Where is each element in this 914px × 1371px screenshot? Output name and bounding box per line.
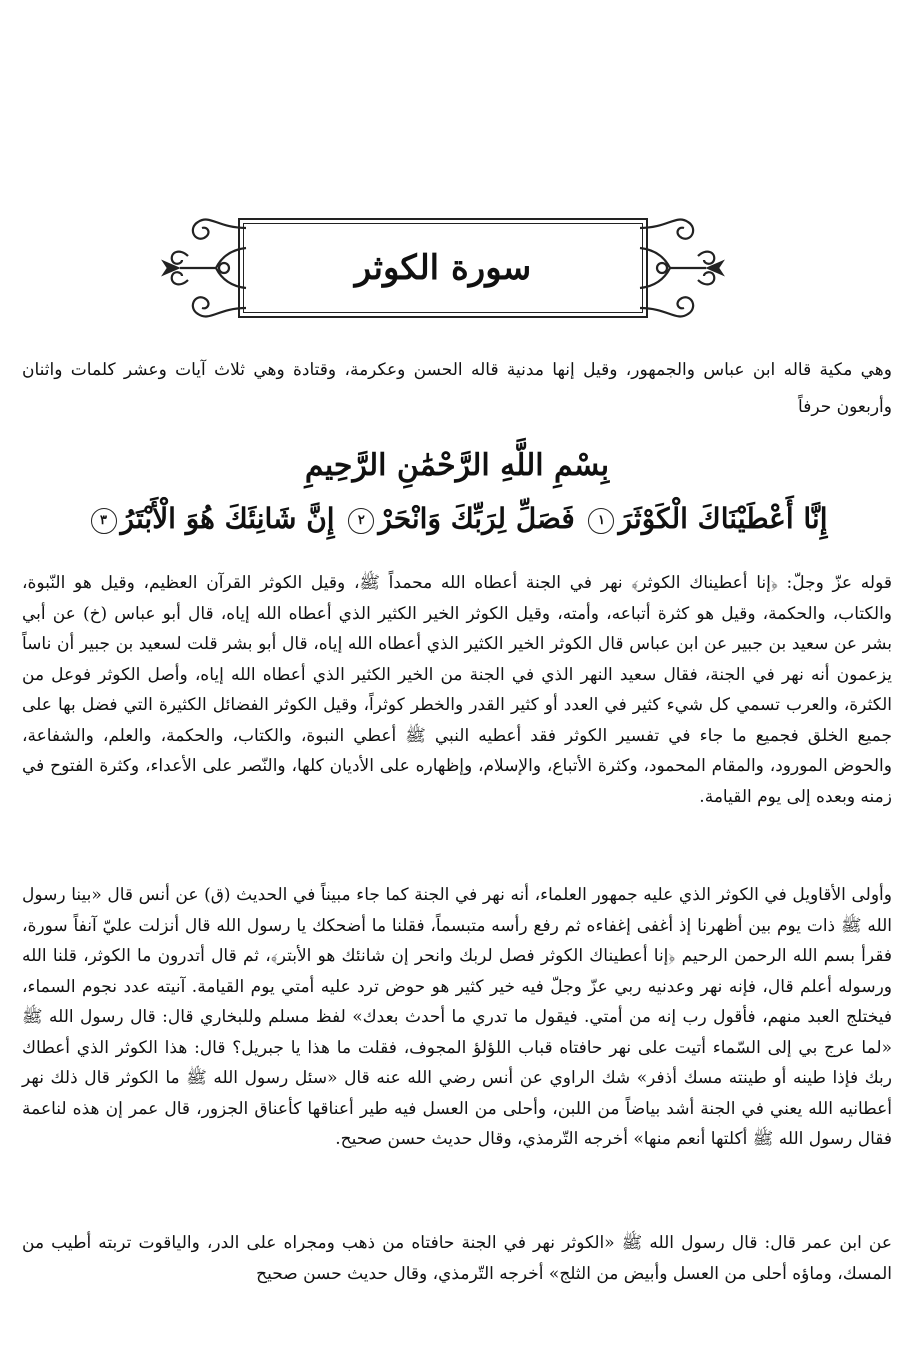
ayah-2-text: فَصَلِّ لِرَبِّكَ وَانْحَرْ	[378, 502, 575, 535]
surah-title-cartouche	[158, 208, 728, 328]
commentary-paragraph-2: وأولى الأقاويل في الكوثر الذي عليه جمهور العلماء، أنه نهر في الجنة كما جاء مبيناً في الحديث (ق) عن أنس قال «بينا رسول الله ﷺ ذات يوم بين أظهرنا إذ أغفى إغفاءه ثم رفع رأسه متبسماً، فقلنا ما أضحكك يا رسول الله قال أنزلت عليّ آنفاً سورة، فقرأ بسم الله الرحمن الرحيم ﴿إنا أعطيناك الكوثر فصل لربك وانحر إن شانئك هو الأبتر﴾، ثم قال أتدرون ما الكوثر، قلنا الله ورسوله أعلم قال، فإنه نهر وعدنيه ربي عزّ وجلّ فيه خير كثير هو حوض ترد عليه أمتي يوم القيامة. آنيته عدد نجوم السماء، فيختلج العبد منهم، فأقول رب إنه من أمتي. فيقول ما تدري ما أحدث بعدك» لفظ مسلم وللبخاري قال: قال رسول الله ﷺ «لما عرج بي إلى السّماء أتيت على نهر حافتاه قباب اللؤلؤ المجوف، فقلت ما هذا يا جبريل؟ قال: هذا الكوثر الذي أعطاك ربك فإذا طينه أو طينته مسك أذفر» شك الراوي عن أنس رضي الله عنه قال «سئل رسول الله ﷺ ما الكوثر قال ذلك نهر أعطانيه الله يعني في الجنة أشد بياضاً من اللبن، وأحلى من العسل فيه طير أعناقها كأعناق الجزور، قال عمر إن هذه لناعمة فقال رسول الله ﷺ أكلتها أنعم منها» أخرجه التّرمذي، وقال حديث حسن صحيح.	[22, 885, 892, 1149]
commentary-paragraph-3: عن ابن عمر قال: قال رسول الله ﷺ «الكوثر نهر في الجنة حافتاه من ذهب ومجراه على الدر، والياقوت تربته أطيب من المسك، وماؤه أحلى من العسل وأبيض من الثلج» أخرجه التّرمذي، وقال حديث حسن صحيح	[22, 1233, 892, 1284]
ayah-1-text: إِنَّا أَعْطَيْنَاكَ الْكَوْثَرَ	[618, 502, 828, 535]
surah-intro: وهي مكية قاله ابن عباس والجمهور، وقيل إنها مدنية قاله الحسن وعكرمة، وقتادة وهي ثلاث آيات وعشر كلمات واثنان وأربعون حرفاً	[22, 360, 892, 417]
quran-verses	[60, 502, 854, 548]
surah-title: سورة الكوثر	[354, 248, 532, 288]
ayah-3-text: إِنَّ شَانِئَكَ هُوَ الْأَبْتَرُ	[120, 502, 335, 535]
ayah-number-1: ١	[588, 508, 614, 534]
right-floral-ornament-icon	[638, 208, 728, 328]
ayah-number-3: ٣	[91, 508, 117, 534]
ayah-number-2: ٢	[348, 508, 374, 534]
left-floral-ornament-icon	[158, 208, 248, 328]
basmala: بِسْمِ اللَّهِ الرَّحْمَٰنِ الرَّحِيمِ	[304, 448, 610, 483]
commentary-paragraph-1: قوله عزّ وجلّ: ﴿إنا أعطيناك الكوثر﴾ نهر في الجنة أعطاه الله محمداً ﷺ، وقيل الكوثر القرآن العظيم، وقيل هو النّبوة، والكتاب، والحكمة، وقيل هو كثرة أتباعه، وأمته، وقيل الكوثر الخير الكثير الذي أعطاه الله إياه، قال أبو عباس (خ) عن أبي بشر عن سعيد بن جبير عن ابن عباس قال الكوثر الخير الكثير الذي أعطاه الله إياه، قال أبو بشر قلت لسعيد بن جبير أن ناساً يزعمون أنه نهر في الجنة، فقال سعيد النهر الذي في الجنة من الخير الكثير الذي أعطاه الله إياه، وأصل الكوثر فوعل من الكثرة، والعرب تسمي كل شيء كثير في العدد أو كثير القدر والخطر كوثراً، وقيل الكوثر الفضائل الكثيرة التي فضل بها على جميع الخلق فجميع ما جاء في تفسير الكوثر فقد أعطيه النبي ﷺ أعطي النبوة، والكتاب، والحكمة، والعلم، والشفاعة، والحوض المورود، والمقام المحمود، وكثرة الأتباع، والإسلام، وإظهاره على الأديان كلها، والنّصر على الأعداء، وكثرة الفتوح في زمنه وبعده إلى يوم القيامة.	[22, 573, 892, 807]
